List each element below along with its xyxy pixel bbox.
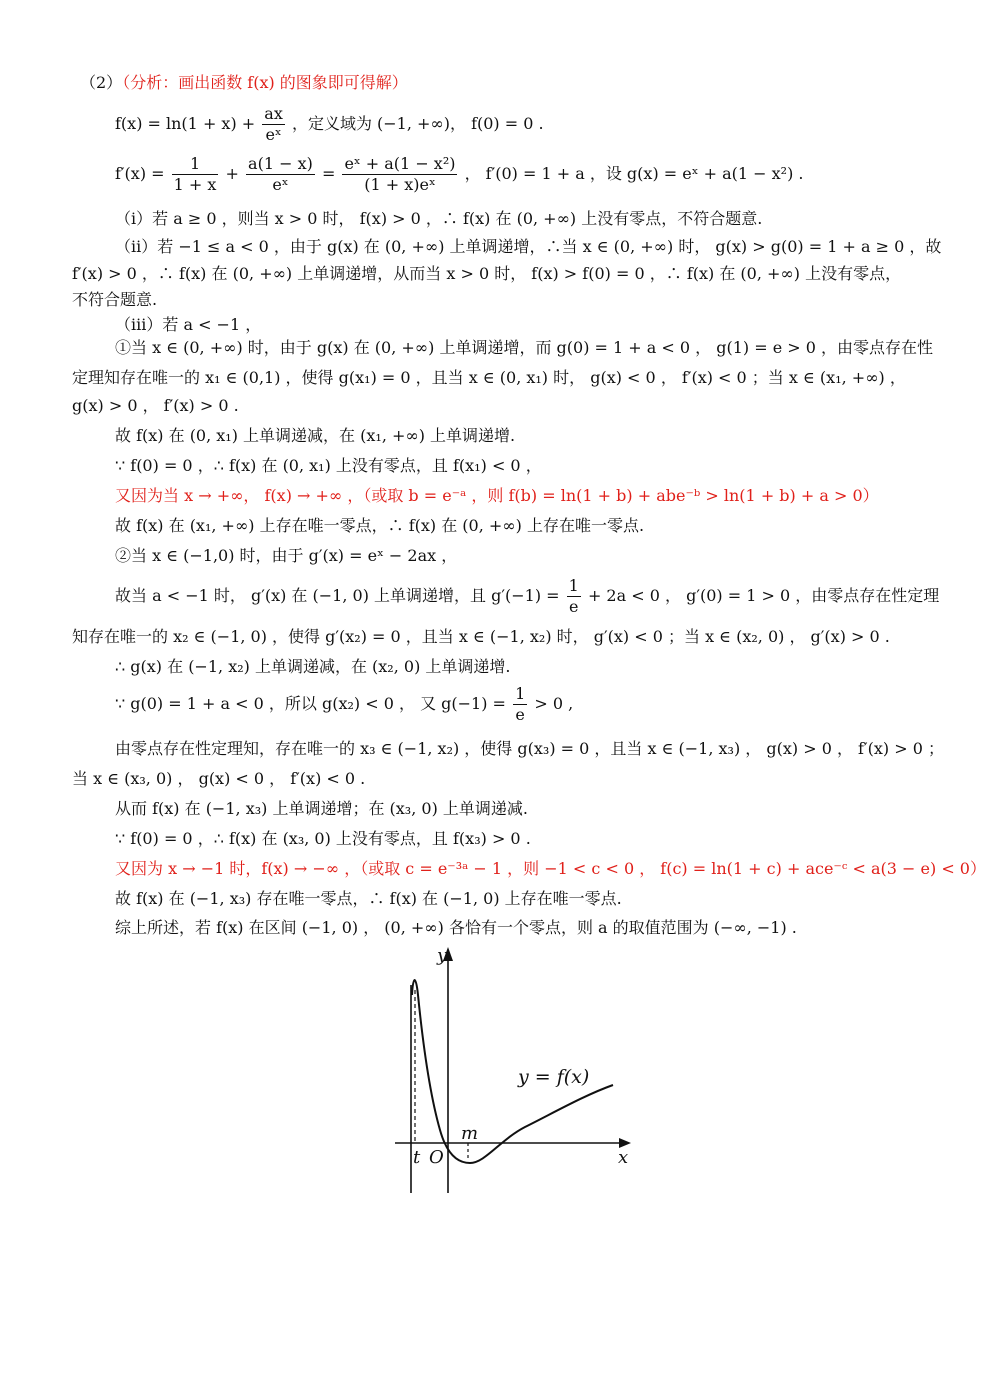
subcase-1-line1: ①当 x ∈ (0, +∞) 时，由于 g(x) 在 (0, +∞) 上单调递增，而 g(0) = 1 + a < 0 ， g(1) = e > 0 ，由零点存在性 [115, 338, 934, 357]
case-i: （i）若 a ≥ 0 ，则当 x > 0 时， f(x) > 0 ，∴ f(x) 在 (0, +∞) 上没有零点，不符合题意. [115, 209, 763, 228]
frac-numerator: 1 [172, 154, 219, 175]
fraction-1-over-e [513, 684, 527, 725]
line-f-definition [115, 104, 544, 145]
line-f-derivative [115, 154, 803, 195]
frac-denominator: eˣ [265, 125, 282, 144]
frac-numerator: 1 [568, 576, 579, 595]
subcase-2-line6: 由零点存在性定理知，存在唯一的 x₃ ∈ (−1, x₂) ，使得 g(x₃) = 0 ，且当 x ∈ (−1, x₃) ， g(x) > 0 ， f′(x) > 0 ； [115, 739, 944, 758]
f-def-left: f(x) = ln(1 + x) + [115, 114, 256, 133]
fprime-left: f′(x) = [115, 164, 165, 183]
subcase-2-line4: ∴ g(x) 在 (−1, x₂) 上单调递减，在 (x₂, 0) 上单调递增. [115, 657, 511, 676]
m-label: m [461, 1123, 479, 1144]
subcase-1-line4: 故 f(x) 在 (0, x₁) 上单调递减，在 (x₁, +∞) 上单调递增. [115, 426, 516, 445]
subcase-2-line3: 知存在唯一的 x₂ ∈ (−1, 0) ，使得 g′(x₂) = 0 ，且当 x ∈ (−1, x₂) 时， g′(x) < 0 ；当 x ∈ (x₂, 0) ， g′(x) > 0 . [72, 627, 890, 646]
subcase-1-red-note: 又因为当 x → +∞， f(x) → +∞ ，（或取 b = e⁻ᵃ ，则 f(b) = ln(1 + b) + abe⁻ᵇ > ln(1 + b) + a > 0） [115, 486, 879, 505]
subcase-2-conclusion: 故 f(x) 在 (−1, x₃) 存在唯一零点，∴ f(x) 在 (−1, 0) 上存在唯一零点. [115, 889, 622, 908]
origin-label: O [429, 1147, 444, 1168]
text-segment: 故当 a < −1 时， g′(x) 在 (−1, 0) 上单调递增，且 g′(−1) = [115, 586, 560, 605]
subcase-2-line5 [115, 684, 573, 725]
case-ii-line3: 不符合题意. [72, 290, 158, 309]
case-iii-heading: （iii）若 a < −1 ， [115, 315, 262, 334]
text-segment: + 2a < 0 ， g′(0) = 1 > 0 ，由零点存在性定理 [587, 586, 940, 605]
text-segment: ∵ g(0) = 1 + a < 0 ，所以 g(x₂) < 0 ， 又 g(−1) = [115, 694, 506, 713]
frac-numerator: ax [264, 104, 283, 123]
subcase-2-line1: ②当 x ∈ (−1,0) 时，由于 g′(x) = eˣ − 2ax ， [115, 546, 458, 565]
fraction-1-over-1px [172, 154, 219, 195]
f-def-right: ，定义域为 (−1, +∞)， f(0) = 0 . [291, 114, 544, 133]
fprime-right: ， f′(0) = 1 + a ，设 g(x) = eˣ + a(1 − x²) . [464, 164, 804, 183]
fraction-1-over-e [567, 576, 581, 617]
frac-denominator: (1 + x)eˣ [364, 175, 436, 194]
analysis-note: （分析：画出函数 f(x) 的图象即可得解） [122, 73, 408, 92]
plus-sign: + [225, 164, 239, 183]
fraction-combined [342, 154, 457, 195]
equals-sign: = [321, 164, 336, 183]
final-summary: 综上所述，若 f(x) 在区间 (−1, 0) ， (0, +∞) 各恰有一个零点，则 a 的取值范围为 (−∞, −1) . [115, 918, 797, 937]
case-ii-line2: f′(x) > 0 ，∴ f(x) 在 (0, +∞) 上单调递增，从而当 x > 0 时， f(x) > f(0) = 0 ，∴ f(x) 在 (0, +∞) 上没有零点， [72, 264, 902, 283]
frac-denominator: eˣ [272, 175, 289, 194]
case-ii-line1: （ii）若 −1 ≤ a < 0 ，由于 g(x) 在 (0, +∞) 上单调递增，∴当 x ∈ (0, +∞) 时， g(x) > g(0) = 1 + a ≥ 0 ，故 [115, 237, 942, 256]
text-segment: > 0 , [534, 694, 574, 713]
frac-denominator: e [569, 597, 579, 616]
frac-numerator: a(1 − x) [248, 154, 313, 173]
x-axis-label: x [618, 1147, 629, 1168]
fraction-ax-over-ex [262, 104, 285, 145]
subcase-2-line8: 从而 f(x) 在 (−1, x₃) 上单调递增；在 (x₃, 0) 上单调递减. [115, 799, 528, 818]
subcase-1-conclusion: 故 f(x) 在 (x₁, +∞) 上存在唯一零点，∴ f(x) 在 (0, +∞) 上存在唯一零点. [115, 516, 645, 535]
frac-denominator: 1 + x [173, 175, 217, 194]
subcase-2-red-note: 又因为 x → −1 时，f(x) → −∞ ，（或取 c = e⁻³ᵃ − 1 ，则 −1 < c < 0 ， f(c) = ln(1 + c) + ace⁻ᶜ < a(3 − e) < 0） [115, 859, 986, 878]
y-axis-label: y [437, 945, 448, 966]
subcase-1-line5: ∵ f(0) = 0 ，∴ f(x) 在 (0, x₁) 上没有零点，且 f(x₁) < 0 ， [115, 456, 542, 475]
frac-numerator: eˣ + a(1 − x²) [344, 154, 456, 173]
subcase-2-line7: 当 x ∈ (x₃, 0) ， g(x) < 0 ， f′(x) < 0 . [72, 769, 366, 788]
subcase-2-line2 [115, 576, 939, 617]
function-graph [385, 935, 645, 1200]
part-number: （2） [80, 73, 123, 92]
t-label: t [413, 1147, 421, 1168]
frac-denominator: e [515, 705, 525, 724]
subcase-2-line9: ∵ f(0) = 0 ，∴ f(x) 在 (x₃, 0) 上没有零点，且 f(x₃) > 0 . [115, 829, 531, 848]
subcase-1-line3: g(x) > 0 ， f′(x) > 0 . [72, 396, 239, 415]
subcase-1-line2: 定理知存在唯一的 x₁ ∈ (0,1) ，使得 g(x₁) = 0 ，且当 x ∈ (0, x₁) 时， g(x) < 0 ， f′(x) < 0 ；当 x ∈ (x₁, +∞) ， [72, 368, 906, 387]
curve-label: y = f(x) [518, 1066, 590, 1088]
part-2-heading [80, 72, 408, 94]
fraction-a1mx-over-ex [246, 154, 315, 195]
frac-numerator: 1 [515, 684, 526, 703]
